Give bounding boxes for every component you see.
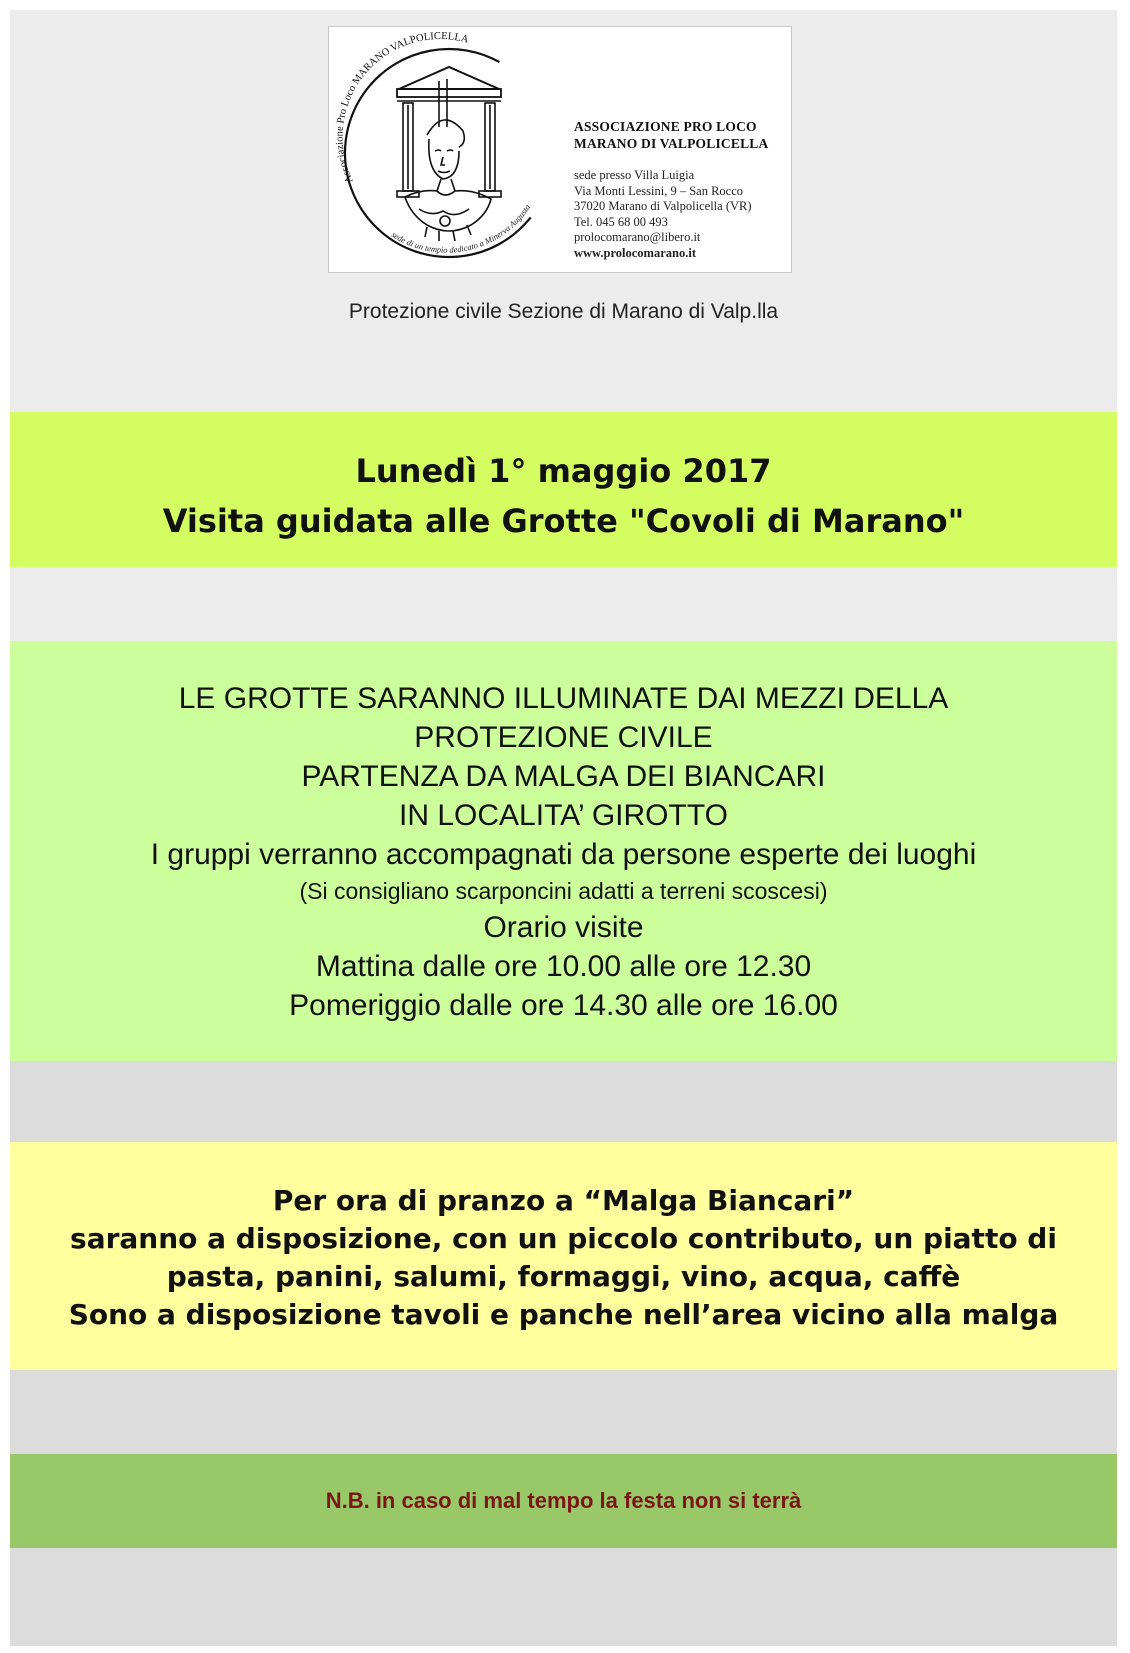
lunch-line-4: Sono a disposizione tavoli e panche nell’area vicino alla malga xyxy=(68,1298,1059,1331)
minerva-temple-logo-icon xyxy=(331,31,561,269)
info-line-5: I gruppi verranno accompagnati da persone esperte dei luoghi xyxy=(150,838,977,871)
pro-loco-logo-card xyxy=(328,26,792,273)
poster-sheet xyxy=(10,10,1117,1646)
event-title-band xyxy=(10,412,1117,567)
info-line-3: PARTENZA DA MALGA DEI BIANCARI xyxy=(301,760,826,793)
org-website: www.prolocomarano.it xyxy=(574,245,696,260)
schedule-title: Orario visite xyxy=(483,911,644,944)
org-phone: Tel. 045 68 00 493 xyxy=(574,214,668,229)
divider-gap xyxy=(10,1548,1117,1646)
org-street-line: Via Monti Lessini, 9 – San Rocco xyxy=(574,183,744,198)
org-address-line: sede presso Villa Luigia xyxy=(574,168,695,182)
org-name-line-2: MARANO DI VALPOLICELLA xyxy=(574,136,769,151)
weather-note-band xyxy=(10,1454,1117,1548)
lunch-info-band xyxy=(10,1142,1117,1370)
info-line-2: PROTEZIONE CIVILE xyxy=(414,721,713,754)
org-email: prolocomarano@libero.it xyxy=(574,230,701,244)
info-note: (Si consigliano scarponcini adatti a terreni scoscesi) xyxy=(299,878,828,904)
event-info-band xyxy=(10,641,1117,1061)
event-name: Visita guidata alle Grotte "Covoli di Marano" xyxy=(162,502,965,540)
info-line-4: IN LOCALITA’ GIROTTO xyxy=(399,799,728,832)
org-name xyxy=(574,118,768,152)
divider-gap xyxy=(10,1370,1117,1454)
event-date: Lunedì 1° maggio 2017 xyxy=(355,452,772,490)
org-name-line-1: ASSOCIAZIONE PRO LOCO xyxy=(574,119,757,134)
logo-ring-caption: sede di un tempio dedicato a Minerva Augusta xyxy=(389,202,533,255)
schedule-morning: Mattina dalle ore 10.00 alle ore 12.30 xyxy=(315,950,812,983)
org-contact-details xyxy=(574,168,752,261)
lunch-line-2: saranno a disposizione, con un piccolo contributo, un piatto di xyxy=(70,1222,1057,1255)
divider-gap xyxy=(10,1061,1117,1142)
lunch-line-3: pasta, panini, salumi, formaggi, vino, acqua, caffè xyxy=(166,1260,961,1293)
info-line-1: LE GROTTE SARANNO ILLUMINATE DAI MEZZI DELLA xyxy=(178,682,949,715)
civil-protection-subtitle: Protezione civile Sezione di Marano di Valp.lla xyxy=(348,300,779,323)
schedule-afternoon: Pomeriggio dalle ore 14.30 alle ore 16.00 xyxy=(289,989,838,1022)
org-city-line: 37020 Marano di Valpolicella (VR) xyxy=(574,199,752,213)
weather-note: N.B. in caso di mal tempo la festa non si terrà xyxy=(325,1488,802,1513)
logo-ring-text: Associazione Pro Loco MARANO VALPOLICELLA xyxy=(334,31,470,185)
lunch-line-1: Per ora di pranzo a “Malga Biancari” xyxy=(272,1184,855,1217)
